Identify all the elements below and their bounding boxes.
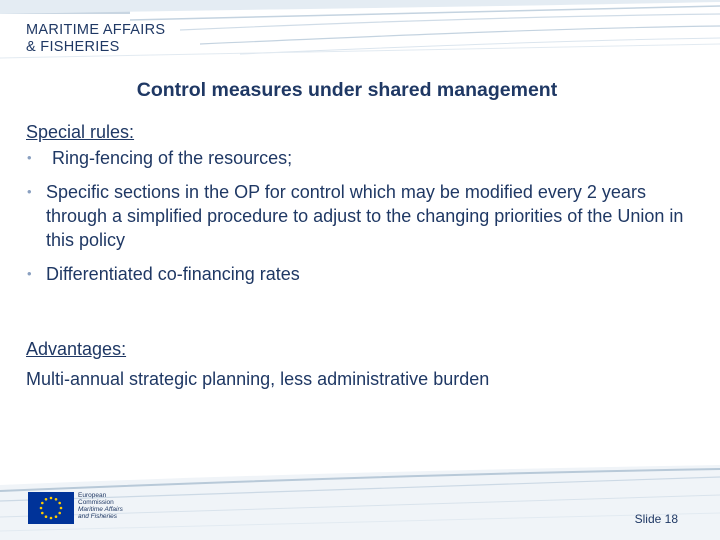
bullet-icon: • <box>27 266 32 281</box>
special-rules-section <box>26 120 696 296</box>
ec-logo-line: European <box>78 492 107 499</box>
bullet-icon: • <box>27 150 32 165</box>
bullet-icon: • <box>27 184 32 199</box>
ec-logo-line: Maritime Affairs <box>78 506 123 513</box>
special-rules-heading: Special rules: <box>26 122 135 142</box>
bullet-text: Ring-fencing of the resources; <box>52 148 293 168</box>
bullet-text: Differentiated co-financing rates <box>46 264 300 284</box>
department-label <box>26 22 165 56</box>
advantages-section <box>26 337 489 391</box>
department-line-2: & FISHERIES <box>26 39 120 55</box>
special-rules-list <box>26 146 696 286</box>
list-item <box>26 262 696 286</box>
eu-flag-logo <box>28 492 74 524</box>
list-item <box>26 180 696 252</box>
ec-logo-line: Commission <box>78 499 114 506</box>
advantages-text: Multi-annual strategic planning, less administrative burden <box>26 369 490 389</box>
list-item <box>26 146 696 170</box>
department-line-1: MARITIME AFFAIRS <box>26 22 166 38</box>
ec-logo-text <box>78 492 123 520</box>
ec-logo-line: and Fisheries <box>78 513 118 520</box>
advantages-heading: Advantages: <box>26 339 127 359</box>
slide-title: Control measures under shared management <box>136 79 558 101</box>
slide-number: Slide 18 <box>634 512 678 526</box>
bullet-text: Specific sections in the OP for control which may be modified every 2 years through a simplified procedure to adjust to the changing priorities of the Union in this policy <box>46 182 684 250</box>
